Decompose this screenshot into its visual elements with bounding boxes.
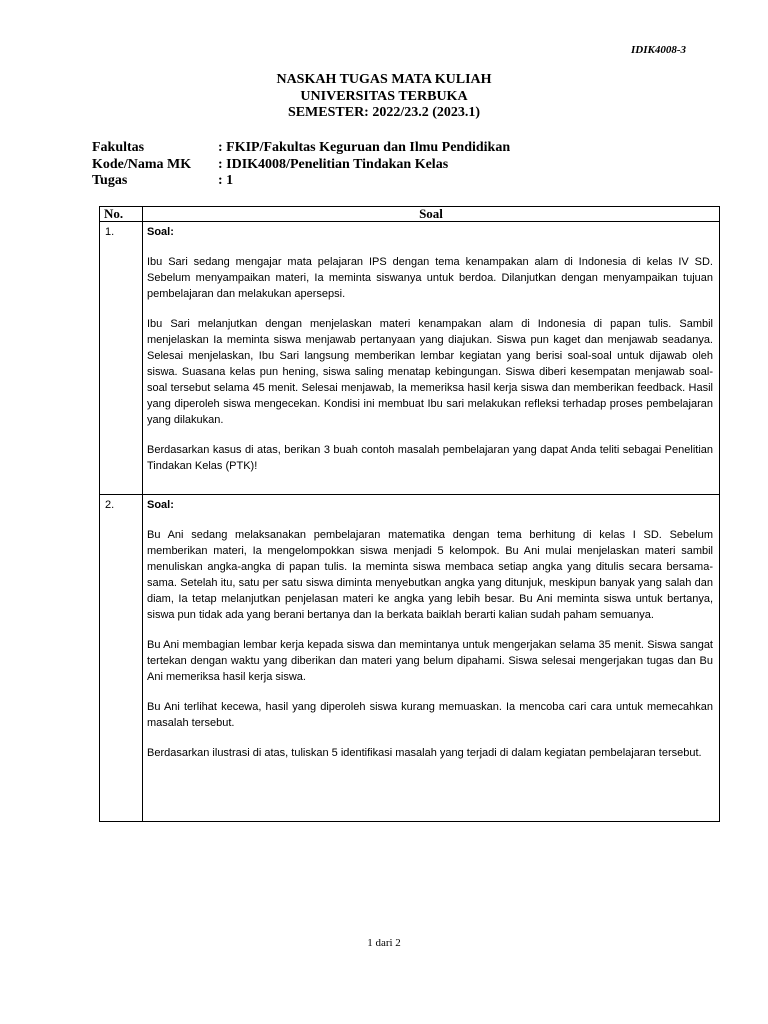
question-paragraph: Bu Ani membagian lembar kerja kepada siswa dan memintanya untuk mengerjakan selama 35 menit. Siswa sangat tertekan dengan waktu yang diberikan dan materi yang belum dipahami. Siswa selesai mengerjakan tugas dan Bu Ani memeriksa hasil kerja siswa. xyxy=(147,639,713,683)
meta-row-fakultas xyxy=(92,140,510,157)
title-line-1: NASKAH TUGAS MATA KULIAH xyxy=(276,72,492,87)
question-content xyxy=(143,495,720,822)
table-row xyxy=(100,495,720,822)
document-code: IDIK4008-3 xyxy=(630,44,686,56)
header-no: No. xyxy=(100,207,143,222)
document-title xyxy=(0,72,768,122)
question-paragraph: Ibu Sari melanjutkan dengan menjelaskan materi kenampakan alam di Indonesia di papan tulis. Sambil menjelaskan Ia meminta siswa menjawab pertanyaan yang diajukan. Siswa pun kaget dan menjawab seadanya. Selesai menjelaskan, Ibu Sari langsung memberikan lembar kegiatan yang berisi soal-soal untuk dijawab oleh siswa. Suasana kelas pun hening, siswa saling menatap kebingungan. Siswa diberi kesempatan menjawab soal-soal tersebut selama 45 menit. Selesai menjawab, Ia memeriksa hasil kerja siswa dan memberikan feedback. Hasil yang diperoleh siswa mengecekan. Kondisi ini membuat Ibu sari melakukan refleksi terhadap proses pembelajaran yang dilakukan. xyxy=(147,318,713,426)
meta-label: Kode/Nama MK xyxy=(92,156,192,172)
table-header-row xyxy=(100,207,720,222)
question-paragraph: Ibu Sari sedang mengajar mata pelajaran IPS dengan tema kenampakan alam di Indonesia di kelas IV SD. Sebelum menyampaikan materi, Ia meminta siswanya untuk berdoa. Dilanjutkan dengan menyampaikan tujuan pembelajaran dan melakukan apersepsi. xyxy=(147,256,713,300)
question-paragraph: Berdasarkan kasus di atas, berikan 3 buah contoh masalah pembelajaran yang dapat Anda teliti sebagai Penelitian Tindakan Kelas (PTK)! xyxy=(147,444,713,472)
question-paragraph: Berdasarkan ilustrasi di atas, tuliskan 5 identifikasi masalah yang terjadi di dalam kegiatan pembelajaran tersebut. xyxy=(147,747,702,759)
table-row xyxy=(100,222,720,495)
soal-label: Soal: xyxy=(147,226,174,238)
question-number: 1. xyxy=(100,222,143,495)
header-soal: Soal xyxy=(143,207,720,222)
meta-row-kode-mk xyxy=(92,157,510,174)
course-info xyxy=(92,140,510,190)
meta-value: : FKIP/Fakultas Keguruan dan Ilmu Pendidikan xyxy=(218,140,511,155)
question-content xyxy=(143,222,720,495)
meta-label: Tugas xyxy=(92,173,128,188)
question-paragraph: Bu Ani sedang melaksanakan pembelajaran matematika dengan tema berhitung di kelas I SD. Sebelum memberikan materi, Ia mengelompokkan siswa menjadi 5 kelompok. Bu Ani mulai menjelaskan materi sambil menuliskan angka-angka di papan tulis. Ia meminta siswa membaca setiap angka yang ditulis secara bersama-sama. Setelah itu, satu per satu siswa diminta menyebutkan angka yang ditunjuk, meskipun banyak yang salah dan diam, Ia tetap melanjutkan penjelasan materi ke angka yang lebih besar. Bu Ani meminta siswa untuk bertanya, siswa pun tidak ada yang berani bertanya dan Ia berkata baiklah berarti kalian sudah paham semuanya. xyxy=(147,529,713,621)
meta-label: Fakultas xyxy=(92,140,145,155)
meta-row-tugas xyxy=(92,173,510,190)
meta-value: : IDIK4008/Penelitian Tindakan Kelas xyxy=(218,156,449,172)
soal-label: Soal: xyxy=(147,499,174,511)
question-table xyxy=(99,206,720,822)
meta-value: : 1 xyxy=(218,173,234,188)
title-line-3: SEMESTER: 2022/23.2 (2023.1) xyxy=(287,105,481,120)
question-paragraph: Bu Ani terlihat kecewa, hasil yang diperoleh siswa kurang memuaskan. Ia mencoba cari cara untuk memecahkan masalah tersebut. xyxy=(147,701,713,729)
title-line-2: UNIVERSITAS TERBUKA xyxy=(300,88,468,104)
page-number: 1 dari 2 xyxy=(367,937,401,949)
question-number: 2. xyxy=(100,495,143,822)
